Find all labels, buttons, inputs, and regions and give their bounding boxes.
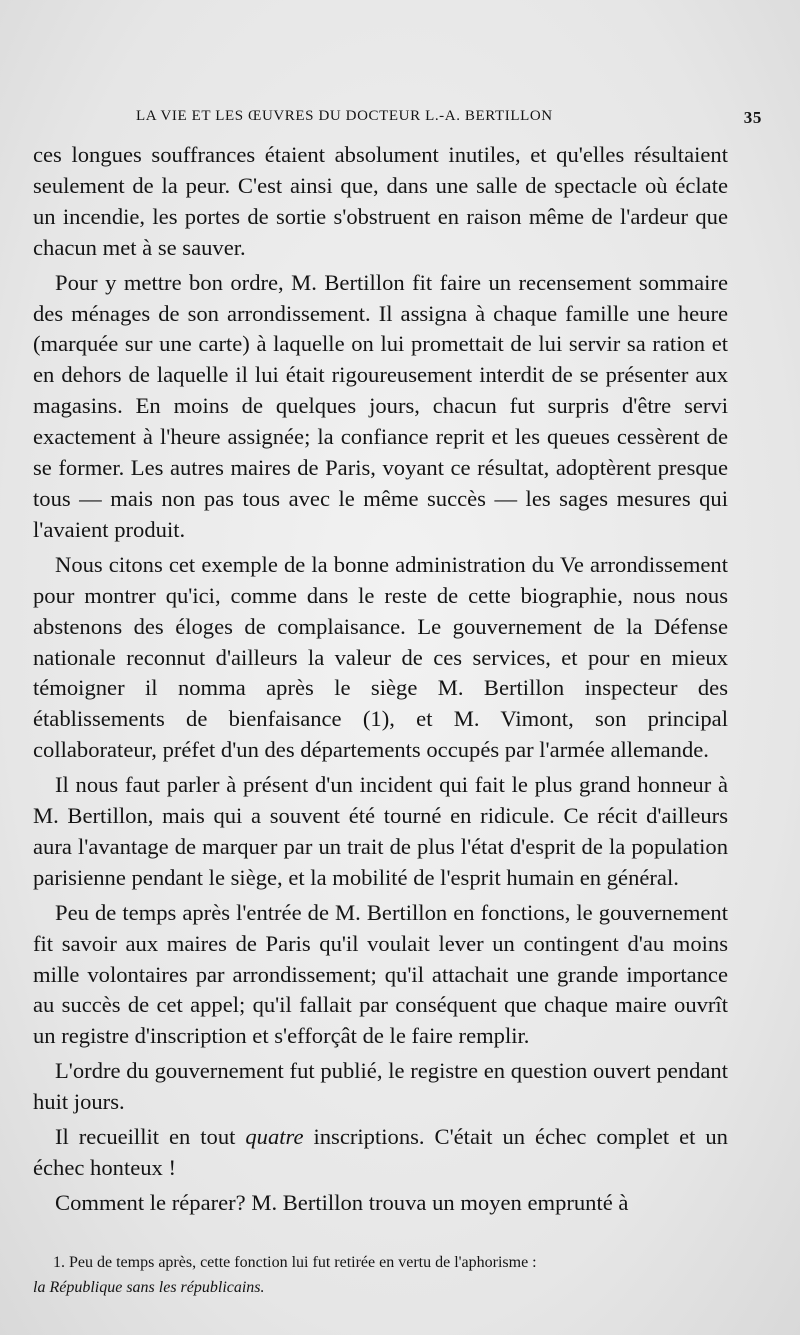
- footnote-continuation: la République sans les républicains.: [33, 1279, 265, 1296]
- footnotes: [33, 1250, 773, 1300]
- footnote: 1. Peu de temps après, cette fonction lui fut retirée en vertu de l'aphorisme :: [53, 1254, 537, 1271]
- paragraph: Il nous faut parler à présent d'un incident qui fait le plus grand honneur à M. Bertillon, mais qui a souvent été tourné en ridicule. Ce récit d'ailleurs aura l'avantage de marquer par un trait de plus l'état d'esprit de la population parisienne pendant le siège, et la mobilité de l'esprit humain en général.: [33, 772, 728, 890]
- body-text: [33, 140, 728, 1223]
- running-title: LA VIE ET LES ŒUVRES DU DOCTEUR L.-A. BERTILLON: [136, 108, 553, 124]
- page-number: 35: [743, 108, 762, 127]
- paragraph: Peu de temps après l'entrée de M. Bertillon en fonctions, le gouvernement fit savoir aux maires de Paris qu'il voulait lever un contingent d'au moins mille volontaires par arrondissement; qu'il attachait une grande importance au succès de cet appel; qu'il fallait par conséquent que chaque maire ouvrît un registre d'inscription et s'efforçât de le faire remplir.: [33, 899, 728, 1049]
- paragraph-text: Il recueillit en tout: [55, 1124, 246, 1150]
- emphasis: quatre: [245, 1124, 304, 1150]
- paragraph: L'ordre du gouvernement fut publié, le registre en question ouvert pendant huit jours.: [33, 1058, 728, 1115]
- paragraph: Pour y mettre bon ordre, M. Bertillon fit faire un recensement sommaire des ménages de son arrondissement. Il assigna à chaque famille une heure (marquée sur une carte) à laquelle on lui promettait de lui servir sa ration et en dehors de laquelle il lui était rigoureusement interdit de se présenter aux magasins. En moins de quelques jours, chacun fut surpris d'être servi exactement à l'heure assignée; la confiance reprit et les queues cessèrent de se former. Les autres maires de Paris, voyant ce résultat, adoptèrent presque tous — mais non pas tous avec le même succès — les sages mesures qui l'avaient produit.: [33, 269, 728, 542]
- page-header: [36, 108, 766, 134]
- paragraph: ces longues souffrances étaient absolument inutiles, et qu'elles résultaient seulement de la peur. C'est ainsi que, dans une salle de spectacle où éclate un incendie, les portes de sortie s'obstruent en raison même de l'ardeur que chacun met à se sauver.: [33, 142, 728, 260]
- paragraph: Comment le réparer? M. Bertillon trouva un moyen emprunté à: [55, 1189, 629, 1215]
- paragraph: [33, 1122, 728, 1184]
- paragraph: Nous citons cet exemple de la bonne administration du Ve arrondissement pour montrer qu'ici, comme dans le reste de cette biographie, nous nous abstenons des éloges de complaisance. Le gouvernement de la Défense nationale reconnut d'ailleurs la valeur de ces services, et pour en mieux témoigner il nomma après le siège M. Bertillon inspecteur des établissements de bienfaisance (1), et M. Vimont, son principal collaborateur, préfet d'un des départements occupés par l'armée allemande.: [33, 551, 728, 763]
- paragraph-text: inscriptions. C'était un échec complet et un échec honteux !: [33, 1124, 728, 1180]
